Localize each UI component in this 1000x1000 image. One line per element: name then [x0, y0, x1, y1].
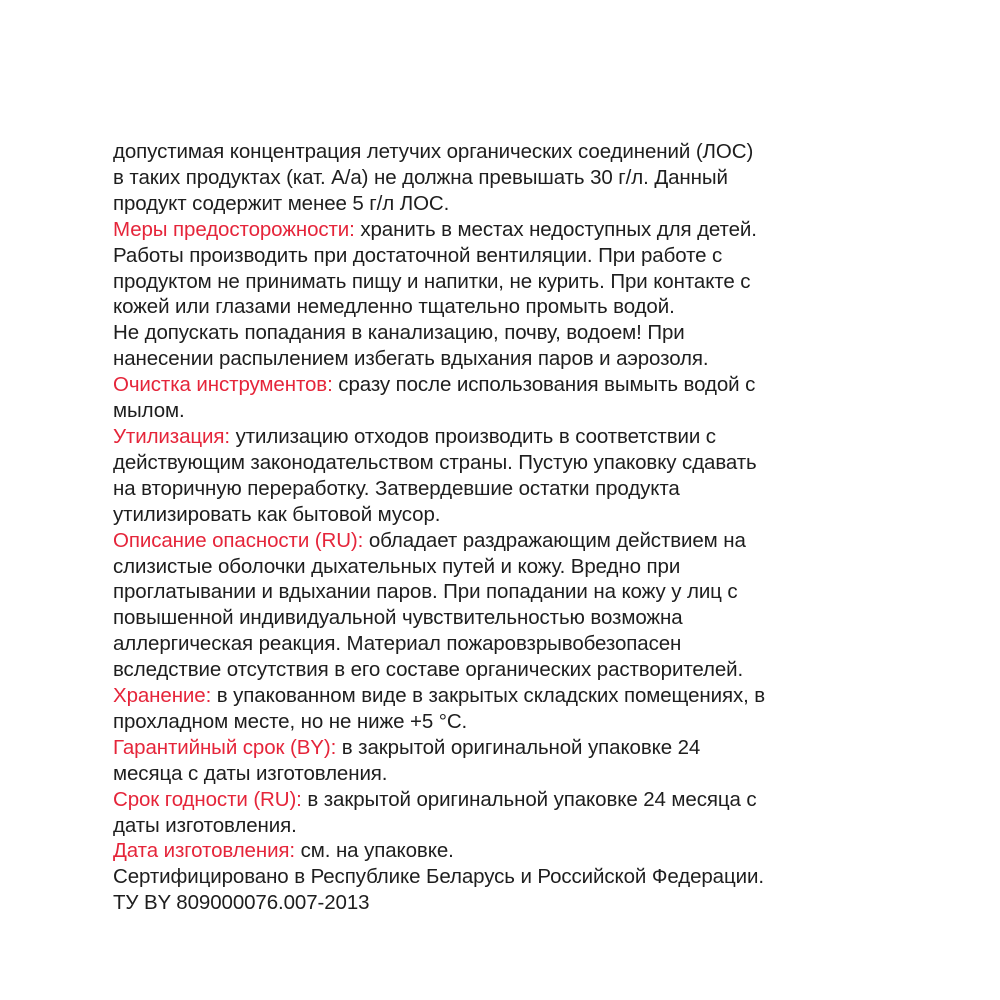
precautions-label: Меры предосторожности: — [113, 217, 355, 241]
tech-spec-line: ТУ BY 809000076.007-2013 — [113, 891, 370, 915]
text-line-household-waste: утилизировать как бытовой мусор. — [113, 502, 441, 526]
tool-cleaning-label: Очистка инструментов: — [113, 373, 333, 397]
storage-label: Хранение: — [113, 684, 212, 708]
manufacture-date-label: Дата изготовления: — [113, 839, 296, 863]
text-line-voc-content: продукт содержит менее 5 г/л ЛОС. — [113, 191, 450, 215]
text-line-legislation: действующим законодательством страны. Пустую упаковку сдавать — [113, 450, 757, 474]
storage-heading-line: Хранение: в упакованном виде в закрытых складских помещениях, в — [113, 684, 766, 708]
text-line-ventilation: Работы производить при достаточной вентиляции. При работе с — [113, 243, 723, 267]
text-line-voc-concentration: допустимая концентрация летучих органических соединений (ЛОС) — [113, 140, 754, 163]
warranty-label: Гарантийный срок (BY): — [113, 735, 337, 759]
text-line-solvents: вследствие отсутствия в его составе органических растворителей. — [113, 658, 744, 682]
text-line-sensitivity: повышенной индивидуальной чувствительностью возможна — [113, 606, 683, 630]
text-line-spraying: нанесении распылением избегать вдыхания паров и аэрозоля. — [113, 347, 709, 371]
manufacture-date-line: Дата изготовления: см. на упаковке. — [113, 839, 454, 863]
hazard-heading-line: Описание опасности (RU): обладает раздражающим действием на — [113, 528, 746, 552]
text-line-swallowing: проглатывании и вдыхании паров. При попадании на кожу у лиц с — [113, 580, 738, 604]
text-line-temperature: прохладном месте, но не ниже +5 °С. — [113, 709, 468, 733]
text-line-sewer: Не допускать попадания в канализацию, почву, водоем! При — [113, 321, 685, 345]
text-line-mucous: слизистые оболочки дыхательных путей и кожу. Вредно при — [113, 554, 681, 578]
certification-line: Сертифицировано в Республике Беларусь и Российской Федерации. — [113, 865, 764, 889]
shelf-life-label: Срок годности (RU): — [113, 787, 302, 811]
tool-cleaning-heading-line: Очистка инструментов: сразу после использования вымыть водой с — [113, 373, 756, 397]
text-line-no-food: продуктом не принимать пищу и напитки, не курить. При контакте с — [113, 269, 751, 293]
text-line-allergy: аллергическая реакция. Материал пожаровзрывобезопасен — [113, 632, 682, 656]
disposal-heading-line: Утилизация: утилизацию отходов производить в соответствии с — [113, 424, 716, 448]
label-text-block — [113, 139, 913, 916]
text-line-soap: мылом. — [113, 399, 185, 423]
text-line-recycling: на вторичную переработку. Затвердевшие остатки продукта — [113, 476, 680, 500]
precautions-heading-line: Меры предосторожности: хранить в местах недоступных для детей. — [113, 217, 757, 241]
warranty-heading-line: Гарантийный срок (BY): в закрытой оригинальной упаковке 24 — [113, 735, 701, 759]
disposal-label: Утилизация: — [113, 424, 230, 448]
text-line-shelf-life-date: даты изготовления. — [113, 813, 297, 837]
shelf-life-heading-line: Срок годности (RU): в закрытой оригинальной упаковке 24 месяца с — [113, 787, 757, 811]
text-line-warranty-months: месяца с даты изготовления. — [113, 761, 388, 785]
text-line-voc-limit: в таких продуктах (кат. А/а) не должна превышать 30 г/л. Данный — [113, 165, 728, 189]
hazard-description-label: Описание опасности (RU): — [113, 528, 364, 552]
text-line-rinse: кожей или глазами немедленно тщательно промыть водой. — [113, 295, 675, 319]
